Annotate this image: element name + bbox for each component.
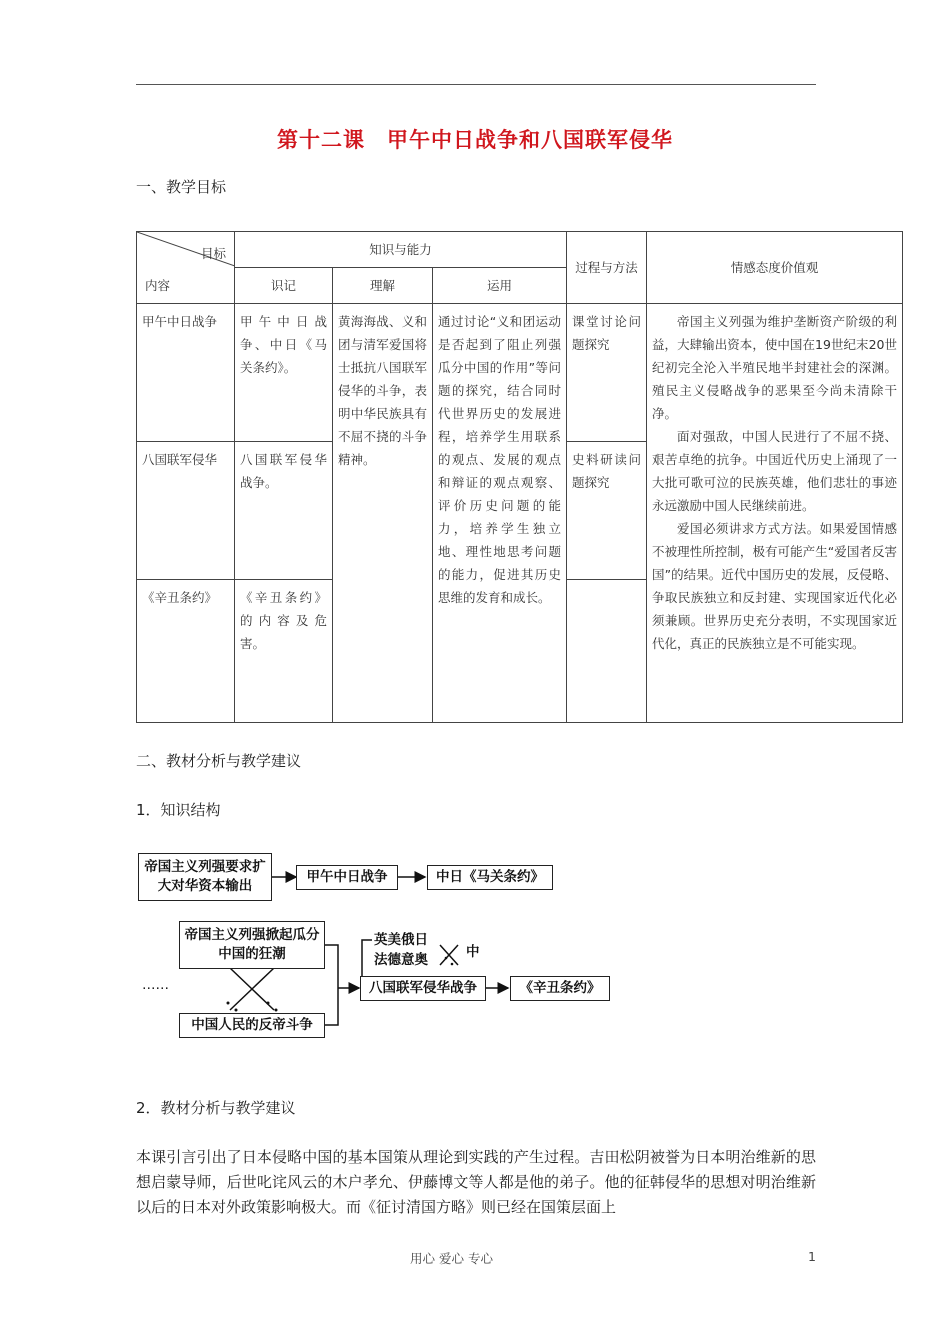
emotion-paragraph: 爱国必须讲求方式方法。如果爱国情感不被理性所控制，极有可能产生“爱国者反害国”的结果。近代中国历史的发展，反侵略、争取民族独立和反封建、实现国家近代化必须兼顾。世界历史充分表明，不实现国家近代化，真正的民族独立是不可能实现。 (652, 521, 898, 651)
page-number: 1 (808, 1249, 816, 1264)
row-content-baguo: 八国联军侵华 (137, 442, 235, 580)
header-apply: 运用 (433, 268, 567, 304)
box-capital-export: 帝国主义列强要求扩大对华资本输出 (138, 853, 272, 901)
header-understand: 理解 (333, 268, 433, 304)
section-heading-analysis: 二、教材分析与教学建议 (136, 752, 302, 770)
header-emotion: 情感态度价值观 (647, 232, 903, 304)
bracket-connector (325, 945, 338, 1025)
row-recall-jiawu: 甲午中日战争、中日《马关条约》。 (235, 304, 333, 442)
box-partition-frenzy: 帝国主义列强掀起瓜分中国的狂潮 (179, 921, 325, 969)
cross-line (230, 968, 274, 1010)
header-recall: 识记 (235, 268, 333, 304)
section-heading-objectives: 一、教学目标 (136, 178, 227, 196)
row-content-jiawu: 甲午中日战争 (137, 304, 235, 442)
footer-motto: 用心 爱心 专心 (410, 1251, 493, 1266)
label-china: 中 (466, 944, 480, 960)
header-knowledge: 知识与能力 (235, 232, 567, 268)
box-xinchou-treaty: 《辛丑条约》 (510, 976, 610, 1001)
cell-apply: 通过讨论“义和团运动是否起到了阻止列强瓜分中国的作用”等问题的探究，结合同时代世界历史的发展进程，培养学生用联系的观点、发展的观点和辩证的观点观察、评价历史问题的能力，培养学生独立地、理性地思考问题的能力，促进其历史思维的发育和成长。 (433, 304, 567, 723)
box-eight-nation-war: 八国联军侵华战争 (360, 976, 486, 1001)
section-heading-suggestions: 2．教材分析与教学建议 (136, 1099, 296, 1117)
box-anti-imperialist: 中国人民的反帝斗争 (179, 1013, 325, 1038)
emotion-paragraph: 帝国主义列强为维护垄断资产阶级的利益，大肆输出资本，使中国在19世纪末20世纪初完全沦入半殖民地半封建社会的深渊。殖民主义侵略战争的恶果至今尚未清除干净。 (652, 314, 898, 421)
box-maguan-treaty: 中日《马关条约》 (427, 865, 553, 890)
row-process-baguo: 史料研读问题探究 (567, 442, 647, 580)
row-recall-xinchou: 《辛丑条约》的内容及危害。 (235, 580, 333, 723)
objectives-table (136, 231, 903, 723)
cross-line (440, 945, 458, 965)
cell-understand: 黄海海战、义和团与清军爱国将士抵抗八国联军侵华的斗争，表明中华民族具有不屈不挠的斗争精神。 (333, 304, 433, 723)
cross-line (230, 968, 274, 1010)
emotion-paragraph: 面对强敌，中国人民进行了不屈不挠、艰苦卓绝的抗争。中国近代历史上涌现了一大批可歌可泣的民族英雄，他们悲壮的事迹永远激励中国人民继续前进。 (652, 429, 898, 513)
header-rule (136, 84, 816, 85)
section-heading-structure: 1．知识结构 (136, 801, 221, 819)
box-jiawu-war: 甲午中日战争 (296, 865, 398, 890)
corner-goal-label: 目标 (200, 246, 226, 261)
label-powers-2: 法德意奥 (374, 952, 428, 968)
cross-line (440, 945, 458, 965)
label-ellipsis: …… (142, 977, 169, 993)
bracket-connector (362, 940, 372, 978)
row-recall-baguo: 八国联军侵华战争。 (235, 442, 333, 580)
row-process-jiawu: 课堂讨论问题探究 (567, 304, 647, 442)
body-paragraph: 本课引言引出了日本侵略中国的基本国策从理论到实践的产生过程。吉田松阴被誉为日本明治维新的思想启蒙导师，后世叱诧风云的木户孝允、伊藤博文等人都是他的弟子。他的征韩侵华的思想对明治维新以后的日本对外政策影响极大。而《征讨清国方略》则已经在国策层面上 (136, 1148, 816, 1216)
row-content-xinchou: 《辛丑条约》 (137, 580, 235, 723)
header-process: 过程与方法 (567, 232, 647, 304)
cell-emotion (647, 304, 903, 723)
corner-content-label: 内容 (145, 278, 171, 293)
table-corner-cell (137, 232, 235, 304)
page-title: 第十二课 甲午中日战争和八国联军侵华 (277, 128, 673, 152)
row-process-xinchou (567, 580, 647, 723)
label-powers-1: 英美俄日 (374, 932, 428, 948)
